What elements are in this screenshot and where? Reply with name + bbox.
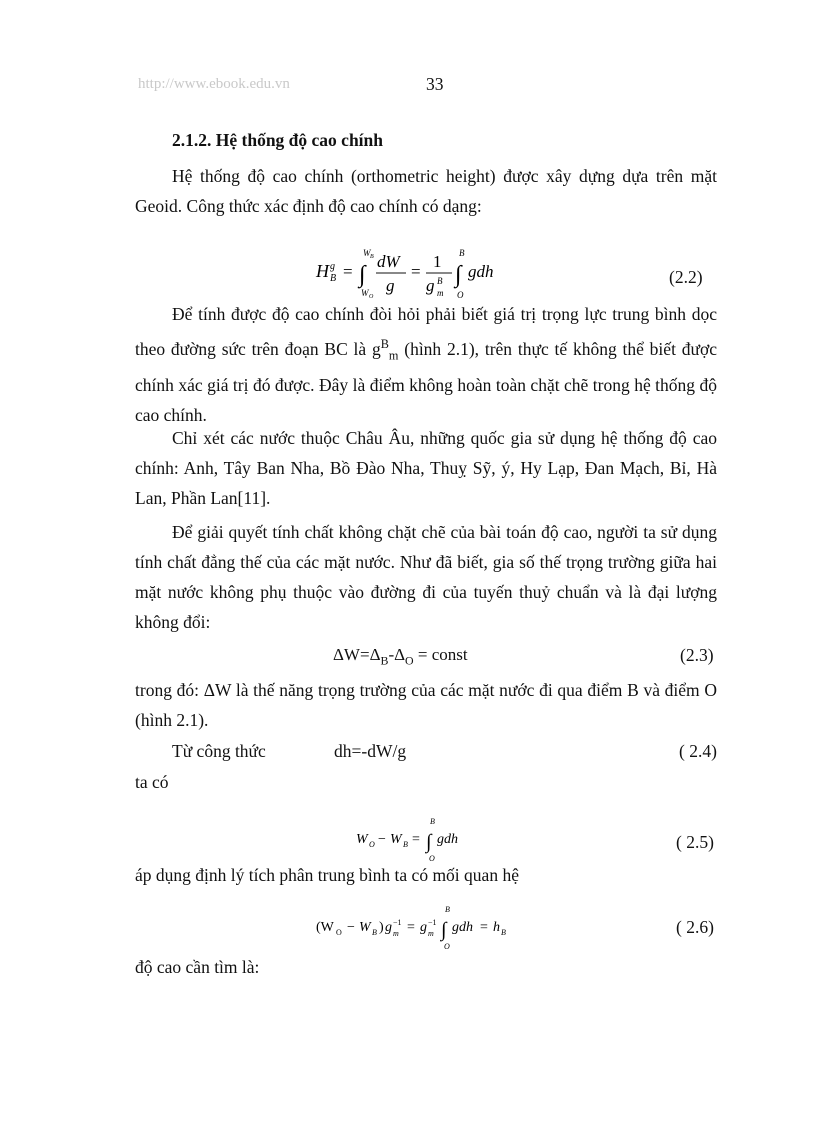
paragraph-intro: Hệ thống độ cao chính (orthometric height) được xây dựng dựa trên mặt Geoid. Công thức xác định độ cao chính có dạng: [135, 166, 717, 216]
equation-2-3 [333, 645, 468, 668]
svg-text:−: − [347, 920, 355, 935]
equation-2-6 [314, 901, 544, 951]
equation-2-2 [310, 243, 510, 299]
superscript-b: B [380, 337, 389, 351]
svg-text:B: B [445, 905, 450, 914]
svg-text:=: = [412, 832, 420, 847]
eq-part: = const [413, 645, 468, 664]
svg-text:B: B [372, 928, 377, 937]
svg-text:g: g [385, 920, 392, 935]
paragraph-text: Để tính được độ cao chính đòi hỏi phải biết giá trị trọng lực trung bình dọc theo đường sức trên đoạn BC là g [135, 304, 717, 359]
svg-text:W: W [390, 832, 402, 847]
from-formula-label: Từ công thức [172, 741, 266, 761]
equation-number-2-2: (2.2) [669, 267, 703, 287]
svg-text:dW: dW [377, 252, 400, 271]
svg-text:W: W [361, 288, 369, 298]
svg-text:−: − [378, 832, 386, 847]
svg-text:W: W [359, 920, 371, 935]
watermark-url: http://www.ebook.edu.vn [138, 76, 290, 92]
svg-text:gdh: gdh [452, 920, 473, 935]
subscript-m: m [388, 348, 399, 363]
svg-text:g: g [386, 276, 395, 295]
svg-text:1: 1 [433, 252, 442, 271]
equation-number-2-6: ( 2.6) [676, 917, 714, 937]
we-have-label: ta có [135, 772, 169, 792]
svg-text:B: B [370, 254, 374, 260]
equation-number-2-4: ( 2.4) [679, 741, 717, 761]
svg-text:B: B [437, 276, 443, 286]
svg-text:B: B [403, 840, 408, 849]
svg-text:O: O [336, 928, 342, 937]
svg-text:O: O [369, 294, 374, 299]
paragraph-mean-value: áp dụng định lý tích phân trung bình ta có mối quan hệ [135, 865, 519, 885]
svg-text:gdh: gdh [468, 262, 494, 281]
paragraph-height-sought: độ cao cần tìm là: [135, 957, 260, 977]
equation-2-5-graphic [352, 813, 492, 863]
page-number: 33 [426, 74, 444, 94]
svg-text:=: = [343, 262, 353, 281]
svg-text:∫: ∫ [455, 262, 462, 288]
equation-number-2-5: ( 2.5) [676, 832, 714, 852]
equation-2-4: dh=-dW/g [334, 741, 407, 761]
svg-text:g: g [426, 276, 435, 295]
equation-2-5 [352, 813, 492, 863]
svg-text:O: O [429, 854, 435, 863]
svg-text:O: O [444, 942, 450, 951]
svg-text:W: W [356, 832, 368, 847]
svg-text:(W: (W [316, 920, 334, 935]
svg-text:g: g [330, 261, 335, 272]
svg-text:=: = [480, 920, 488, 935]
equation-number-2-3: (2.3) [680, 645, 714, 665]
eq-part: -Δ [388, 645, 406, 664]
svg-text:∫: ∫ [359, 262, 366, 288]
eq-sub: O [405, 653, 414, 668]
svg-text:−1: −1 [393, 918, 402, 927]
svg-text:∫: ∫ [441, 919, 447, 941]
paragraph-countries: Chỉ xét các nước thuộc Châu Âu, những quốc gia sử dụng hệ thống độ cao chính: Anh, Tây Ban Nha, Bồ Đào Nha, Thuỵ Sỹ, ý, Hy Lạp, Đan Mạch, Bỉ, Hà Lan, Phần Lan[11]. [135, 428, 717, 508]
svg-text:h: h [493, 920, 500, 935]
svg-text:B: B [501, 928, 506, 937]
svg-text:): ) [379, 920, 384, 935]
equation-2-2-graphic [310, 243, 510, 299]
svg-text:=: = [411, 262, 421, 281]
svg-text:B: B [330, 273, 337, 284]
svg-text:m: m [428, 929, 434, 938]
paragraph-equipotential: Để giải quyết tính chất không chặt chẽ của bài toán độ cao, người ta sử dụng tính chất đẳng thế của các mặt nước. Như đã biết, gia số thế trọng trường giữa hai mặt nước không phụ thuộc vào đường đi của tuyến thuỷ chuẩn và là đại lượng không đổi: [135, 522, 717, 632]
svg-text:m: m [437, 288, 444, 298]
svg-text:B: B [459, 248, 465, 258]
section-title: 2.1.2. Hệ thống độ cao chính [172, 130, 383, 150]
eq-part: ΔW=Δ [333, 645, 381, 664]
svg-text:W: W [363, 248, 371, 258]
paragraph-mean-gravity [135, 299, 717, 430]
paragraph-where: trong đó: ΔW là thế năng trọng trường của các mặt nước đi qua điểm B và điểm O (hình 2.1). [135, 680, 717, 730]
paragraph-text: (hình 2.1), trên thực tế không thể biết được chính xác giá trị đó được. Đây là điểm không hoàn toàn chặt chẽ trong hệ thống độ cao chính. [135, 338, 717, 426]
svg-text:O: O [457, 290, 464, 299]
svg-text:m: m [393, 929, 399, 938]
svg-text:−1: −1 [428, 918, 437, 927]
svg-text:gdh: gdh [437, 832, 458, 847]
svg-text:g: g [420, 920, 427, 935]
svg-text:B: B [430, 817, 435, 826]
svg-text:O: O [369, 840, 375, 849]
svg-text:=: = [407, 920, 415, 935]
svg-text:∫: ∫ [426, 831, 432, 853]
equation-2-6-graphic [314, 901, 544, 951]
eq-sub: B [380, 653, 389, 668]
svg-text:H: H [316, 261, 329, 281]
